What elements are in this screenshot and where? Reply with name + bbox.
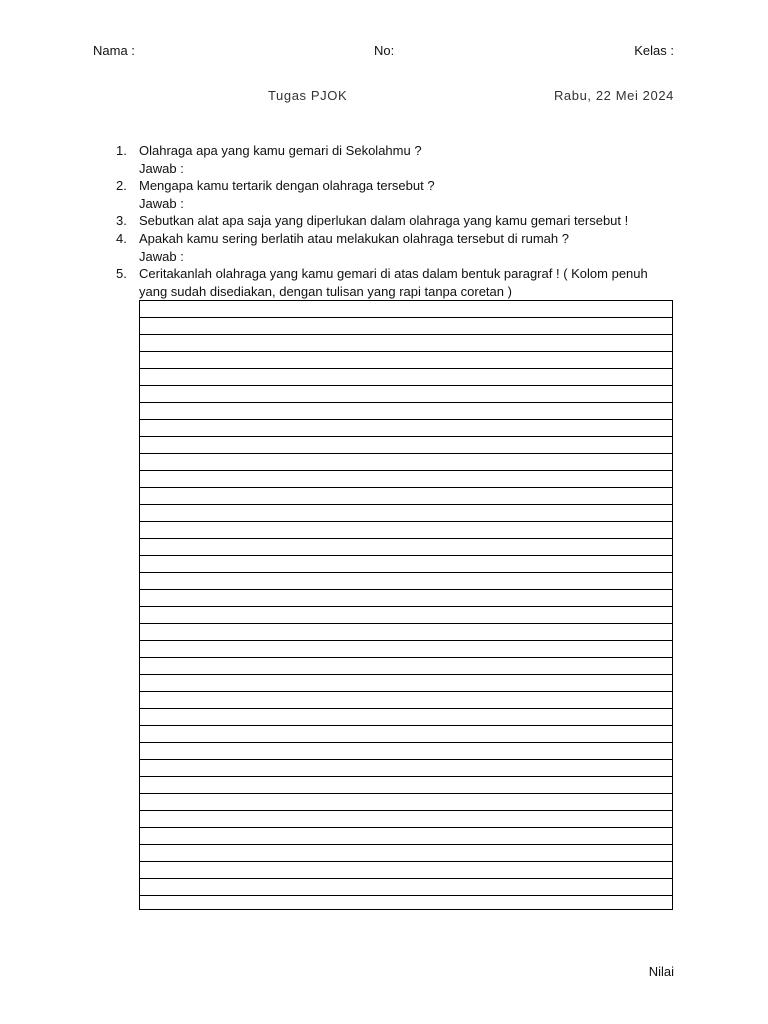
- writing-line: [140, 760, 672, 777]
- writing-line: [140, 590, 672, 607]
- writing-line: [140, 301, 672, 318]
- writing-line: [140, 879, 672, 896]
- writing-line: [140, 437, 672, 454]
- writing-line: [140, 539, 672, 556]
- question-item: [116, 142, 676, 177]
- writing-line: [140, 420, 672, 437]
- writing-line: [140, 811, 672, 828]
- question-list: [116, 142, 676, 300]
- question-text: Ceritakanlah olahraga yang kamu gemari di atas dalam bentuk paragraf ! ( Kolom penuh yang sudah disediakan, dengan tulisan yang rapi tanpa coretan ): [139, 266, 648, 299]
- question-number: 2.: [116, 178, 127, 194]
- answer-label: Jawab :: [139, 160, 184, 176]
- writing-line: [140, 607, 672, 624]
- writing-line: [140, 471, 672, 488]
- writing-line: [140, 454, 672, 471]
- writing-line: [140, 862, 672, 879]
- question-number: 1.: [116, 143, 127, 158]
- question-item: [116, 212, 676, 230]
- writing-line: [140, 743, 672, 760]
- writing-line: [140, 658, 672, 675]
- writing-line: [140, 573, 672, 590]
- writing-line: [140, 318, 672, 335]
- answer-label: Jawab :: [139, 248, 184, 264]
- writing-line: [140, 505, 672, 522]
- question-number: 4.: [116, 230, 127, 246]
- nama-label: Nama :: [93, 43, 135, 58]
- question-number: 5.: [116, 266, 127, 282]
- writing-line: [140, 845, 672, 862]
- answer-writing-box[interactable]: [139, 300, 673, 910]
- writing-line: [140, 352, 672, 369]
- writing-line: [140, 369, 672, 386]
- writing-line: [140, 556, 672, 573]
- question-text: Olahraga apa yang kamu gemari di Sekolahmu ?: [139, 143, 422, 158]
- writing-line: [140, 828, 672, 845]
- writing-line: [140, 403, 672, 420]
- writing-line: [140, 386, 672, 403]
- question-text: Mengapa kamu tertarik dengan olahraga tersebut ?: [139, 178, 435, 194]
- question-text: Sebutkan alat apa saja yang diperlukan dalam olahraga yang kamu gemari tersebut !: [139, 213, 629, 229]
- writing-line: [140, 675, 672, 692]
- kelas-label: Kelas :: [634, 43, 674, 58]
- writing-line: [140, 794, 672, 811]
- writing-line: [140, 641, 672, 658]
- question-number: 3.: [116, 213, 127, 229]
- writing-line: [140, 726, 672, 743]
- question-text: Apakah kamu sering berlatih atau melakukan olahraga tersebut di rumah ?: [139, 230, 569, 246]
- answer-label: Jawab :: [139, 195, 184, 211]
- writing-line: [140, 692, 672, 709]
- writing-line: [140, 709, 672, 726]
- nilai-label: Nilai: [648, 964, 674, 979]
- writing-line: [140, 522, 672, 539]
- assignment-title: Tugas PJOK: [268, 88, 348, 103]
- writing-line: [140, 777, 672, 794]
- question-item: [116, 177, 676, 212]
- writing-line: [140, 335, 672, 352]
- question-item: [116, 230, 676, 265]
- writing-line: [140, 488, 672, 505]
- no-label: No:: [374, 43, 395, 58]
- assignment-date: Rabu, 22 Mei 2024: [553, 88, 674, 103]
- question-item: [116, 265, 676, 300]
- writing-line: [140, 624, 672, 641]
